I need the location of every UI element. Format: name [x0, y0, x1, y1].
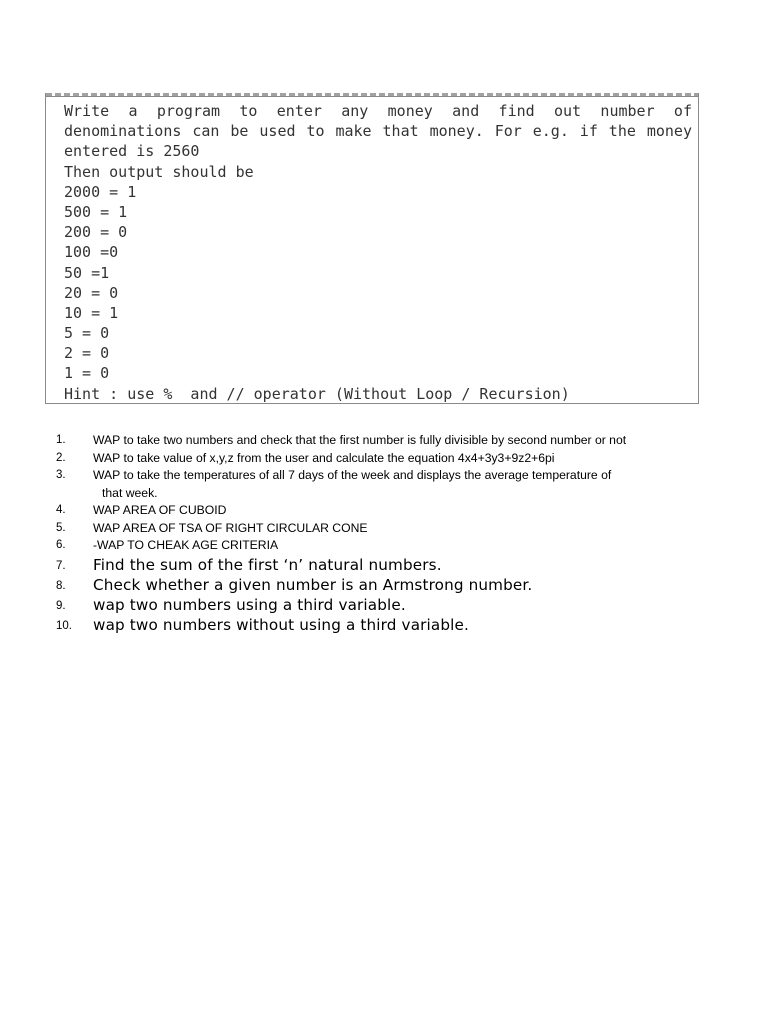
list-number: 10. [56, 620, 72, 633]
code-text-block [64, 101, 692, 404]
code-screenshot-image [45, 93, 699, 404]
list-number: 3. [56, 469, 66, 481]
code-line: 10 = 1 [64, 303, 119, 322]
code-line: 100 =0 [64, 243, 119, 262]
code-line: 20 = 0 [64, 283, 119, 302]
code-line: Write a program to enter any money and find out number of [64, 102, 692, 120]
code-line: denominations can be used to make that money. For e.g. if the money [64, 122, 692, 141]
list-item-text: WAP to take the temperatures of all 7 days of the week and displays the average temperature of [93, 468, 612, 482]
list-item-text: WAP AREA OF CUBOID [93, 503, 227, 517]
code-line: 50 =1 [64, 263, 110, 282]
code-line: 1 = 0 [64, 364, 110, 383]
list-item [0, 615, 768, 635]
list-item [0, 467, 768, 502]
list-number: 4. [56, 504, 66, 516]
code-box-border [46, 96, 698, 97]
code-line: 5 = 0 [64, 324, 110, 343]
list-item [0, 520, 768, 538]
list-item [0, 575, 768, 595]
code-line: 500 = 1 [64, 202, 128, 221]
code-line: Then output should be [64, 162, 254, 181]
code-line: 2 = 0 [64, 344, 110, 363]
list-item [0, 432, 768, 450]
code-line: 200 = 0 [64, 223, 128, 242]
list-number: 9. [56, 600, 66, 613]
list-item-text-continuation: that week. [102, 485, 158, 500]
list-number: 5. [56, 521, 66, 534]
list-number: 8. [56, 579, 66, 592]
list-number: 6. [56, 539, 66, 551]
list-number: 7. [56, 559, 66, 572]
list-number: 2. [56, 451, 66, 464]
list-item-text: WAP to take value of x,y,z from the user and calculate the equation 4x4+3y3+9z2+6pi [93, 450, 555, 465]
list-number: 1. [56, 434, 66, 446]
code-line: 2000 = 1 [64, 182, 137, 201]
task-list [0, 432, 768, 636]
list-item [0, 450, 768, 468]
list-item-text: WAP to take two numbers and check that the first number is fully divisible by second number or not [93, 433, 627, 447]
hint-line: Hint : use % and // operator (Without Loop / Recursion) [64, 384, 570, 403]
code-line: entered is 2560 [64, 142, 200, 161]
list-item-text: wap two numbers without using a third variable. [93, 616, 470, 635]
list-item [0, 555, 768, 575]
list-item-text: Find the sum of the first ‘n’ natural numbers. [93, 555, 442, 574]
list-item [0, 595, 768, 615]
list-item-text: -WAP TO CHEAK AGE CRITERIA [93, 538, 279, 552]
list-item [0, 537, 768, 555]
list-item-text: Check whether a given number is an Armstrong number. [93, 575, 533, 594]
list-item-text: wap two numbers using a third variable. [93, 596, 406, 615]
list-item-text: WAP AREA OF TSA OF RIGHT CIRCULAR CONE [93, 520, 368, 535]
list-item [0, 502, 768, 520]
